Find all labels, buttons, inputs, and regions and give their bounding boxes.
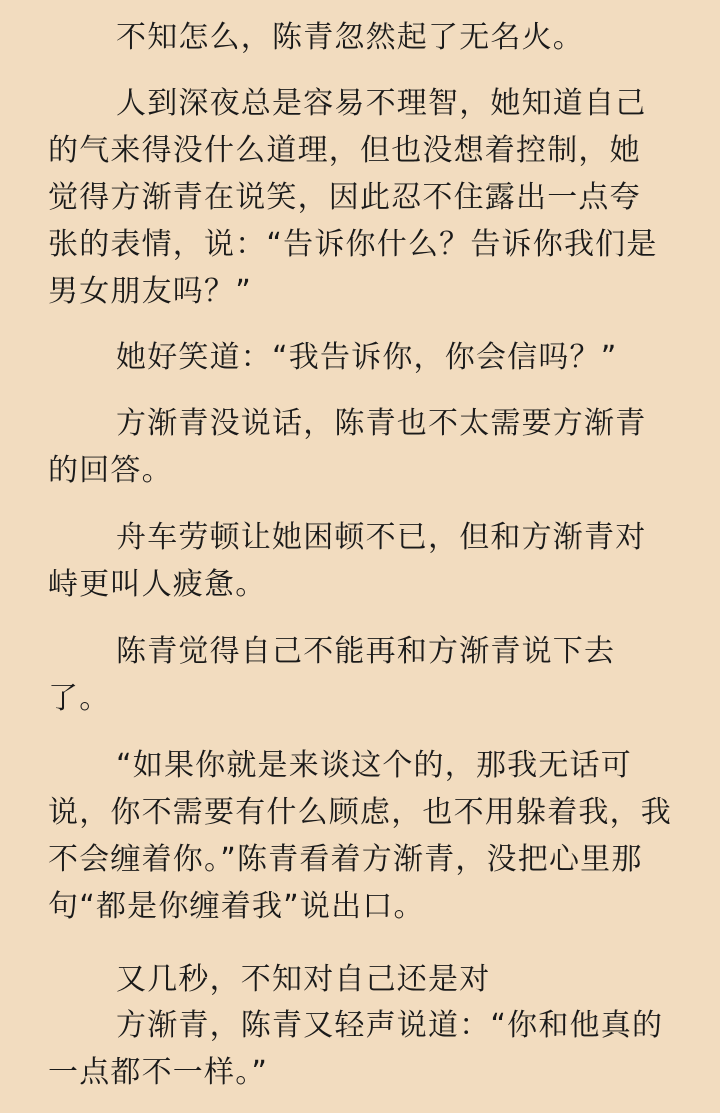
text-line: 峙更叫人疲惫。: [48, 567, 267, 602]
text-line: 了。: [48, 681, 111, 716]
text-line: 舟车劳顿让她困顿不已，但和方渐青对: [116, 520, 647, 555]
text-line: 句“都是你缠着我”说出口。: [48, 889, 425, 924]
text-line: 一点都不一样。”: [48, 1055, 269, 1090]
text-line: 的回答。: [48, 453, 173, 488]
text-line: 方渐青没说话，陈青也不太需要方渐青: [116, 406, 647, 441]
text-line: 说，你不需要有什么顾虑，也不用躲着我，我: [48, 795, 672, 830]
text-line: 又几秒，不知对自己还是对: [116, 962, 491, 997]
text-line: 张的表情，说：“告诉你什么？告诉你我们是: [48, 227, 658, 262]
text-line: 男女朋友吗？”: [48, 274, 252, 309]
text-line: 陈青觉得自己不能再和方渐青说下去: [116, 634, 616, 669]
text-line: 不知怎么，陈青忽然起了无名火。: [116, 20, 584, 55]
text-line: 不会缠着你。”陈青看着方渐青，没把心里那: [48, 842, 643, 877]
text-line: “如果你就是来谈这个的，那我无话可: [116, 748, 632, 783]
text-line: 她好笑道：“我告诉你，你会信吗？”: [116, 340, 618, 375]
text-line: 觉得方渐青在说笑，因此忍不住露出一点夸: [48, 180, 641, 215]
text-line: 的气来得没什么道理，但也没想着控制，她: [48, 133, 641, 168]
text-line: 方渐青，陈青又轻声说道：“你和他真的: [116, 1008, 664, 1043]
text-line: 人到深夜总是容易不理智，她知道自己: [116, 86, 647, 121]
